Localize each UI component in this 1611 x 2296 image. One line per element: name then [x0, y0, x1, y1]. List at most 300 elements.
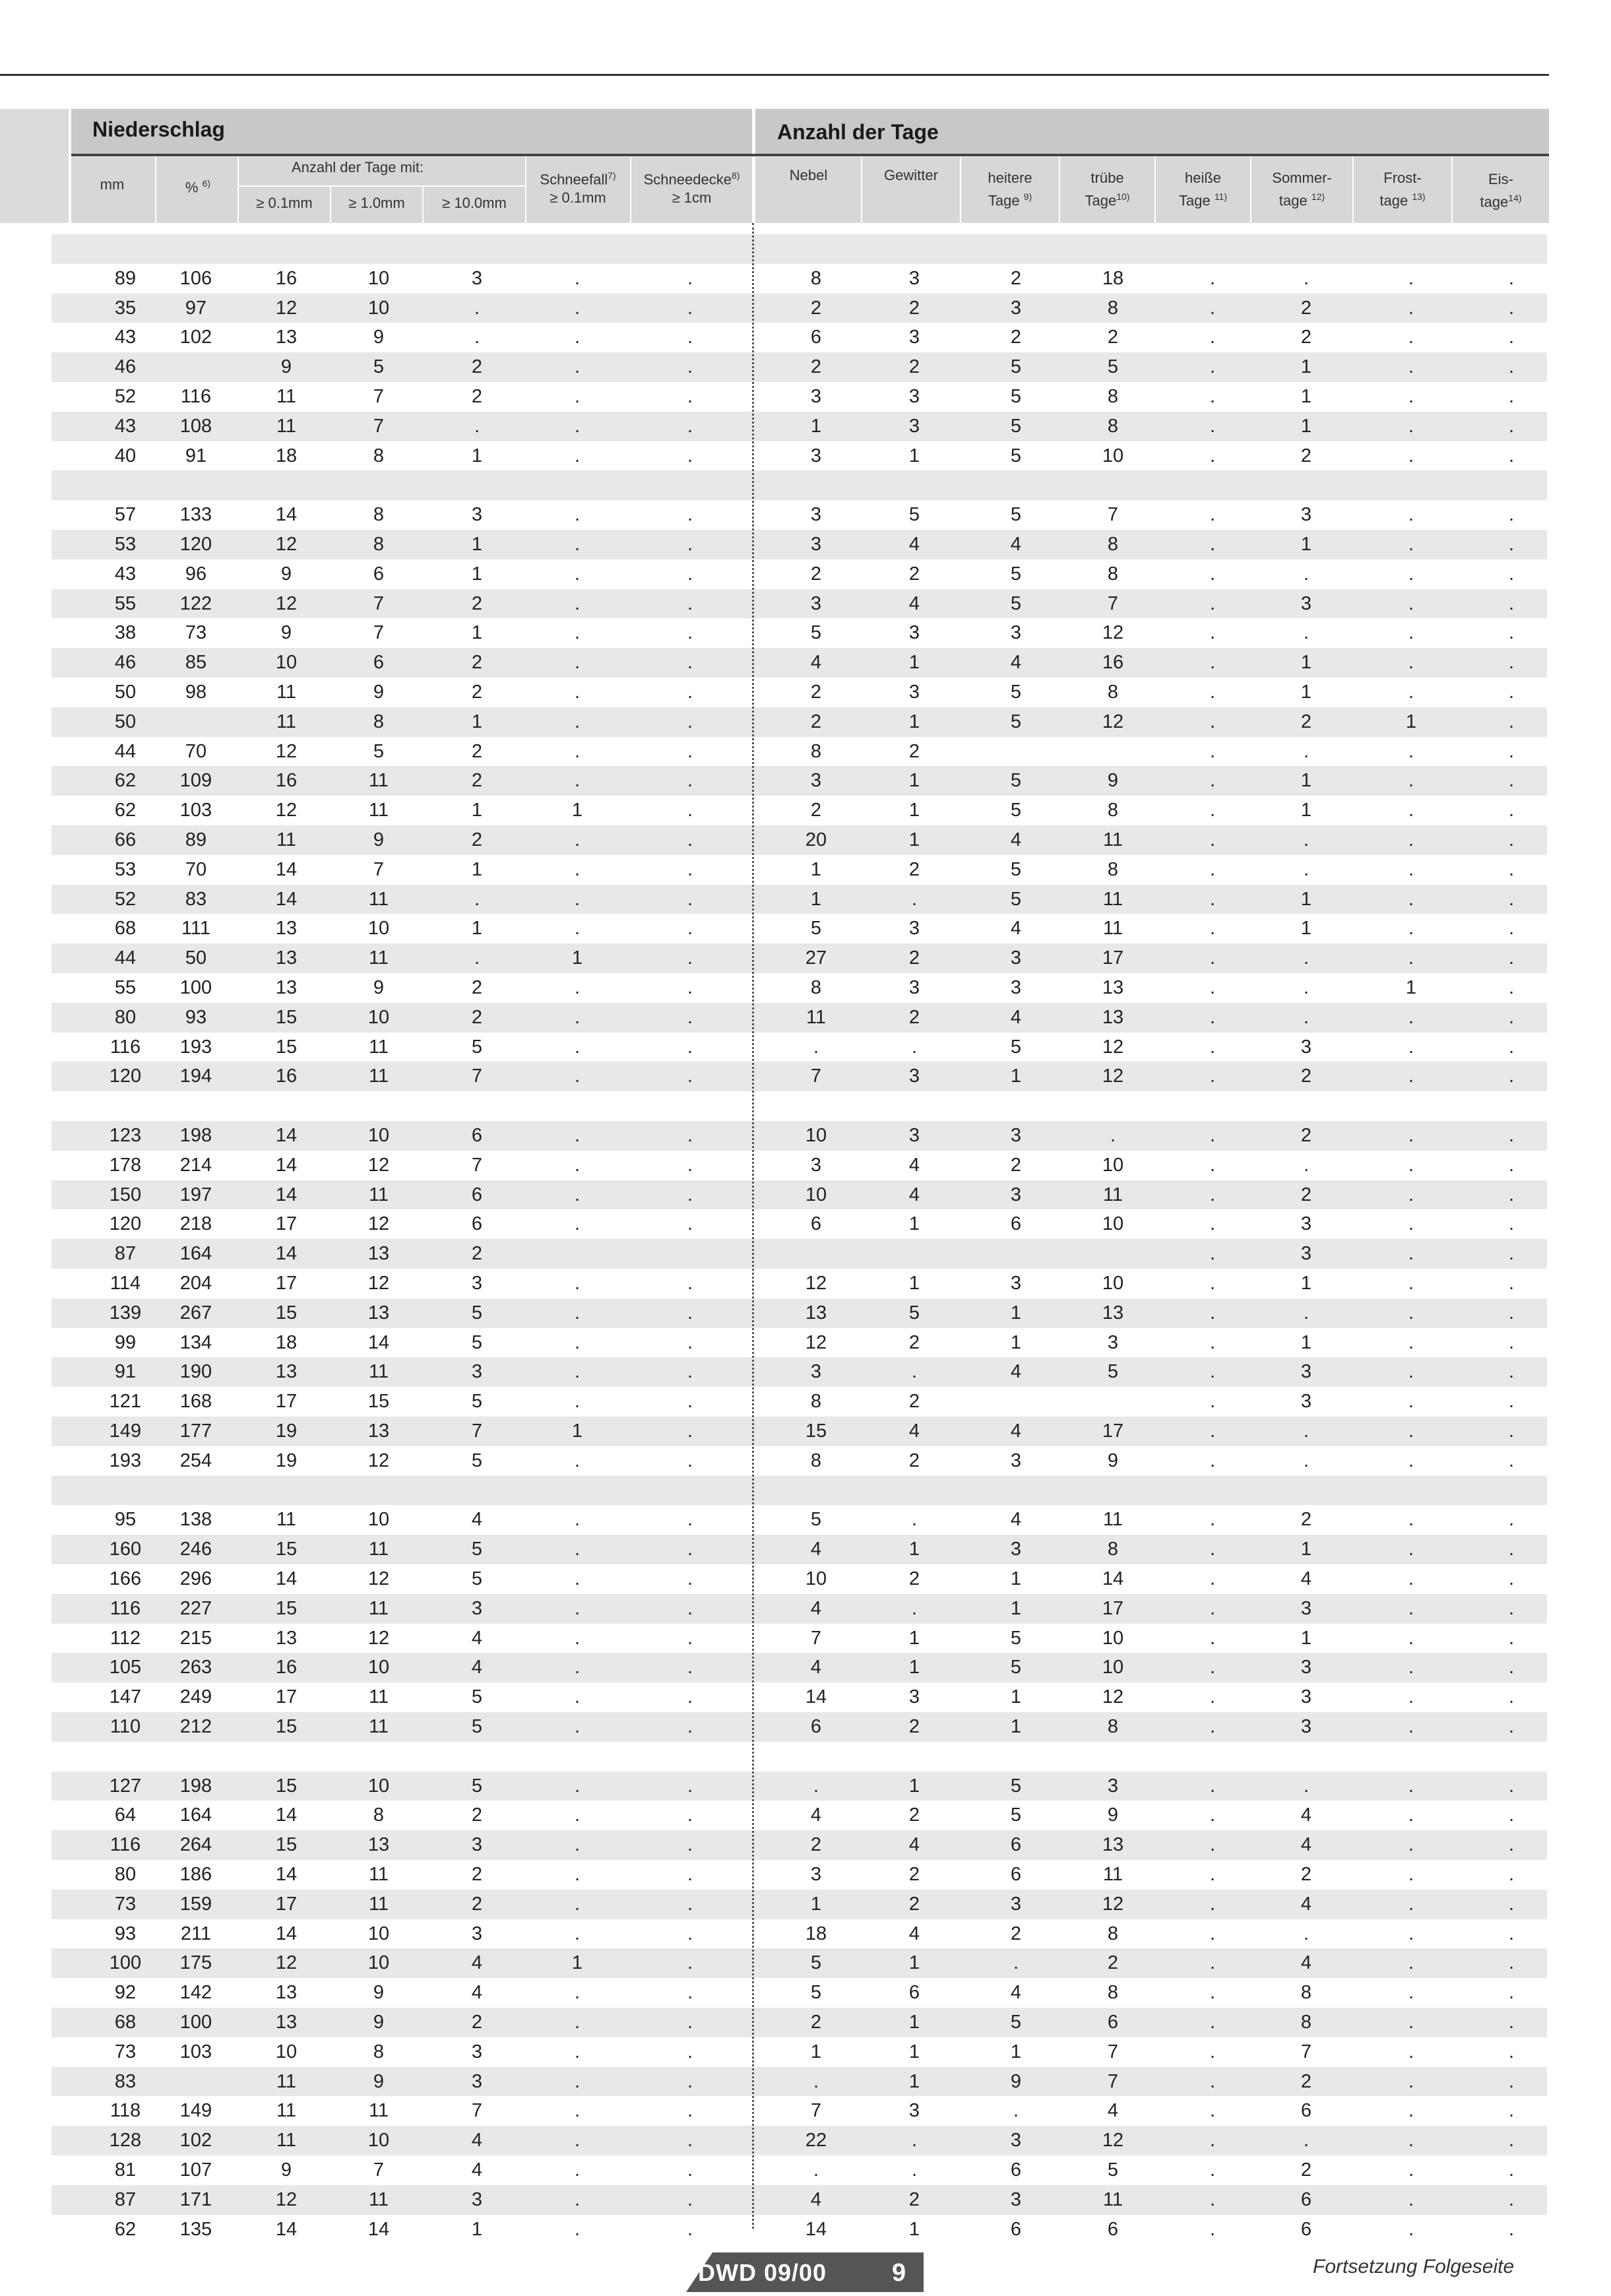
table-row	[51, 1121, 1547, 1151]
table-cell: .	[1303, 740, 1310, 762]
table-cell: 1	[1300, 386, 1312, 407]
table-cell: 1	[571, 1952, 583, 1974]
table-cell: 3	[471, 2070, 483, 2092]
table-row	[51, 1239, 1547, 1269]
table-cell: .	[574, 1568, 581, 1589]
table-cell: .	[687, 1331, 693, 1353]
table-cell: 70	[185, 858, 207, 880]
table-cell: .	[574, 1627, 581, 1649]
table-cell: .	[1408, 1923, 1414, 1944]
table-row	[51, 589, 1547, 619]
table-cell: 13	[275, 1361, 298, 1383]
table-cell: .	[574, 386, 581, 407]
table-cell: 14	[275, 1864, 298, 1885]
table-cell: .	[1209, 1804, 1216, 1826]
table-cell: .	[1209, 740, 1216, 762]
table-cell: 8	[1107, 800, 1119, 821]
table-cell: .	[574, 1006, 581, 1028]
table-cell: 2	[810, 1834, 822, 1856]
table-cell: .	[1508, 1864, 1515, 1885]
table-cell: 2	[908, 1864, 920, 1885]
table-row	[51, 294, 1547, 323]
table-cell: 12	[275, 740, 298, 762]
table-row	[51, 1417, 1547, 1446]
table-cell: 3	[1300, 1213, 1312, 1235]
table-cell: .	[1209, 711, 1216, 732]
table-cell: 2	[908, 356, 920, 378]
table-cell: 46	[114, 652, 137, 674]
table-cell: 2	[1010, 1154, 1022, 1176]
table-row	[51, 1948, 1547, 1978]
table-cell: 11	[368, 1864, 389, 1885]
table-cell: 2	[908, 1391, 920, 1413]
table-cell: 9	[1107, 1450, 1119, 1471]
table-cell: 11	[368, 947, 389, 969]
table-cell: 120	[179, 534, 212, 555]
table-cell: 4	[1010, 1420, 1022, 1442]
table-cell: 12	[1102, 1066, 1124, 1087]
table-cell: .	[1209, 445, 1216, 466]
table-cell: 14	[1102, 1568, 1124, 1589]
table-cell: 11	[368, 1893, 389, 1915]
table-cell: .	[1508, 858, 1515, 880]
table-cell: 10	[367, 297, 390, 319]
table-cell: 8	[810, 977, 822, 998]
table-cell: 3	[908, 977, 920, 998]
table-cell: 16	[275, 770, 298, 792]
table-cell: .	[1209, 1213, 1216, 1235]
table-cell: .	[1408, 297, 1414, 319]
table-cell: 1	[908, 829, 920, 850]
table-cell: .	[1508, 267, 1515, 289]
table-cell: .	[1209, 1775, 1216, 1797]
table-cell: .	[1508, 1716, 1515, 1737]
table-cell: 8	[1107, 297, 1119, 319]
table-cell: 15	[275, 1834, 298, 1856]
table-cell: .	[1508, 622, 1515, 644]
table-cell: 8	[810, 267, 822, 289]
table-cell: 14	[275, 1804, 298, 1826]
col-header-mm: mm	[100, 176, 125, 193]
table-cell: 3	[1300, 1361, 1312, 1383]
table-row	[51, 1269, 1547, 1298]
table-cell: 17	[1102, 947, 1124, 969]
table-cell: .	[911, 2159, 918, 2181]
table-row	[51, 1328, 1547, 1358]
table-cell: 14	[275, 1923, 298, 1944]
table-cell: 2	[471, 682, 483, 703]
table-cell: .	[574, 1509, 581, 1531]
table-cell: 3	[471, 267, 483, 289]
table-cell: 2	[908, 1331, 920, 1353]
table-cell: .	[687, 1952, 693, 1974]
table-cell: 4	[810, 652, 822, 674]
table-cell: 5	[810, 1952, 822, 1974]
table-cell: .	[1209, 1893, 1216, 1915]
table-cell: .	[1408, 622, 1414, 644]
table-cell: 87	[114, 2188, 137, 2210]
table-cell: .	[1209, 1184, 1216, 1205]
table-row	[51, 885, 1547, 914]
table-row	[51, 1919, 1547, 1949]
table-cell: 1	[1010, 1686, 1022, 1708]
table-cell: 7	[373, 858, 385, 880]
table-cell: 5	[1107, 1361, 1119, 1383]
table-cell: 10	[805, 1184, 827, 1205]
table-cell: .	[1508, 327, 1515, 348]
table-cell: .	[1408, 1450, 1414, 1471]
table-cell: 2	[1300, 1125, 1312, 1146]
table-cell: 14	[367, 1331, 390, 1353]
table-cell: .	[1508, 1834, 1515, 1856]
table-cell: 5	[471, 1568, 483, 1589]
table-cell: 5	[1010, 1804, 1022, 1826]
table-cell: 3	[908, 386, 920, 407]
table-cell: 3	[810, 386, 822, 407]
table-cell: 6	[471, 1125, 483, 1146]
table-cell: 7	[1107, 2070, 1119, 2092]
table-cell: 15	[275, 1006, 298, 1028]
table-cell: 3	[471, 1361, 483, 1383]
table-cell: .	[1508, 770, 1515, 792]
table-cell: 2	[1010, 1923, 1022, 1944]
table-cell: 6	[1010, 1213, 1022, 1235]
table-cell: .	[574, 592, 581, 614]
table-cell: .	[1209, 386, 1216, 407]
table-cell: 9	[280, 356, 292, 378]
table-cell: 3	[1300, 1597, 1312, 1619]
table-cell: 1	[1300, 356, 1312, 378]
table-cell: 1	[908, 1627, 920, 1649]
table-cell: 18	[275, 1331, 298, 1353]
table-cell: 6	[810, 1213, 822, 1235]
table-row	[51, 2126, 1547, 2155]
table-cell: .	[1209, 1273, 1216, 1294]
table-cell: 249	[179, 1686, 212, 1708]
table-cell: .	[687, 682, 693, 703]
table-cell: .	[1110, 1125, 1116, 1146]
table-cell: 11	[276, 386, 297, 407]
table-cell: 133	[179, 504, 212, 526]
table-cell: 3	[1010, 622, 1022, 644]
table-cell: 9	[373, 2012, 385, 2033]
table-cell: 1	[908, 1657, 920, 1678]
col-header-ge10: ≥ 1.0mm	[348, 195, 405, 211]
table-row	[51, 1890, 1547, 1919]
table-cell: 92	[114, 1982, 137, 2004]
table-row	[51, 559, 1547, 589]
table-cell: 103	[179, 800, 212, 821]
table-cell: 3	[1300, 592, 1312, 614]
table-cell: .	[574, 711, 581, 732]
table-cell: 166	[109, 1568, 142, 1589]
table-cell: .	[574, 770, 581, 792]
table-cell: 100	[179, 977, 212, 998]
table-cell: 8	[1107, 858, 1119, 880]
table-cell: 17	[275, 1391, 298, 1413]
table-cell: 149	[109, 1420, 142, 1442]
table-cell: 107	[179, 2159, 212, 2181]
table-row	[51, 766, 1547, 796]
table-cell: .	[687, 356, 693, 378]
table-cell: .	[1209, 1864, 1216, 1885]
table-row	[51, 1357, 1547, 1387]
table-cell: 5	[1010, 1036, 1022, 1058]
table-cell: 3	[810, 504, 822, 526]
table-cell: 2	[1107, 1952, 1119, 1974]
table-cell: 2	[1300, 1864, 1312, 1885]
table-cell: 13	[1102, 1006, 1124, 1028]
table-cell: 1	[1405, 977, 1417, 998]
table-cell: .	[1408, 1686, 1414, 1708]
table-row	[51, 1535, 1547, 1564]
table-cell: .	[687, 1509, 693, 1531]
table-cell: 53	[114, 858, 137, 880]
table-cell: 4	[810, 1597, 822, 1619]
table-cell: 55	[114, 592, 137, 614]
table-cell: .	[1508, 356, 1515, 378]
table-row	[51, 1594, 1547, 1624]
table-cell: 6	[1010, 1864, 1022, 1885]
table-cell: 5	[373, 356, 385, 378]
table-row	[51, 2008, 1547, 2037]
table-cell: .	[574, 1450, 581, 1471]
table-cell: 2	[471, 1893, 483, 1915]
table-cell: 13	[275, 2012, 298, 2033]
table-cell: 1	[1300, 682, 1312, 703]
table-row	[51, 1003, 1547, 1033]
table-cell: 2	[471, 1243, 483, 1265]
table-cell: 35	[114, 297, 137, 319]
table-separator-row	[51, 1742, 1547, 1771]
table-cell: 2	[1300, 711, 1312, 732]
table-cell: 8	[373, 445, 385, 466]
table-cell: 11	[276, 682, 297, 703]
table-cell: 3	[1010, 1273, 1022, 1294]
table-cell: 4	[810, 1539, 822, 1560]
table-cell: .	[1408, 504, 1414, 526]
table-cell: 17	[1102, 1420, 1124, 1442]
table-cell: 8	[1107, 386, 1119, 407]
table-cell: .	[1408, 1243, 1414, 1265]
table-cell: 6	[1010, 2159, 1022, 2181]
table-cell: 2	[810, 297, 822, 319]
table-row	[51, 382, 1547, 412]
table-cell: .	[687, 415, 693, 437]
table-cell: .	[1508, 888, 1515, 910]
table-cell: 62	[114, 770, 137, 792]
table-cell: 1	[471, 622, 483, 644]
table-row	[51, 1712, 1547, 1742]
table-cell: 118	[110, 2100, 141, 2122]
table-cell: 3	[1010, 1893, 1022, 1915]
table-cell: 4	[471, 1952, 483, 1974]
table-cell: 87	[114, 1243, 137, 1265]
table-cell: .	[1209, 1361, 1216, 1383]
table-cell: .	[1408, 918, 1414, 940]
table-cell: .	[574, 1716, 581, 1737]
table-cell: 13	[1102, 1834, 1124, 1856]
table-cell: .	[687, 1923, 693, 1944]
table-cell: .	[687, 2100, 693, 2122]
table-cell: .	[1408, 1597, 1414, 1619]
table-cell: 10	[367, 918, 390, 940]
table-cell: 22	[805, 2130, 827, 2152]
table-cell: 44	[114, 740, 137, 762]
table-cell: .	[1508, 711, 1515, 732]
table-cell: 263	[179, 1657, 212, 1678]
table-cell: 10	[805, 1125, 827, 1146]
table-cell: 1	[571, 1420, 583, 1442]
table-cell: .	[474, 947, 480, 969]
table-cell: .	[1209, 1539, 1216, 1560]
table-row	[51, 1978, 1547, 2008]
table-row	[51, 1446, 1547, 1476]
table-cell: 7	[471, 1420, 483, 1442]
table-cell: 3	[810, 445, 822, 466]
table-cell: 10	[367, 1923, 390, 1944]
table-cell: .	[687, 1361, 693, 1383]
table-cell: 10	[1102, 1154, 1124, 1176]
table-cell: 3	[1300, 1657, 1312, 1678]
table-cell: 73	[114, 1893, 137, 1915]
table-cell: 6	[810, 1716, 822, 1737]
table-cell: 3	[1010, 1125, 1022, 1146]
table-cell: 12	[275, 534, 298, 555]
table-cell: .	[1508, 1213, 1515, 1235]
table-cell: .	[574, 682, 581, 703]
table-cell: .	[1303, 1154, 1310, 1176]
table-cell: 116	[110, 1597, 141, 1619]
table-row	[51, 323, 1547, 352]
table-cell: .	[911, 1361, 918, 1383]
table-row	[51, 2096, 1547, 2126]
table-cell: .	[574, 1125, 581, 1146]
table-cell: 1	[908, 652, 920, 674]
table-cell: .	[1508, 534, 1515, 555]
table-cell: 5	[1010, 2012, 1022, 2033]
table-cell: .	[1209, 504, 1216, 526]
table-cell: 99	[114, 1331, 137, 1353]
table-cell: 3	[1010, 1184, 1022, 1205]
table-cell: 3	[1010, 297, 1022, 319]
table-cell: 2	[810, 563, 822, 585]
table-cell: 3	[908, 1125, 920, 1146]
table-cell: .	[687, 2041, 693, 2062]
table-cell: .	[574, 267, 581, 289]
table-cell: 1	[908, 2070, 920, 2092]
table-cell: 68	[114, 918, 137, 940]
table-cell: 14	[275, 1243, 298, 1265]
table-cell: 186	[179, 1864, 212, 1885]
table-cell: .	[687, 1450, 693, 1471]
table-cell: .	[1408, 1420, 1414, 1442]
table-cell: 4	[471, 1509, 483, 1531]
table-cell: 11	[276, 2100, 297, 2122]
table-cell: 13	[275, 1982, 298, 2004]
table-cell: 16	[275, 1657, 298, 1678]
table-cell: 4	[1300, 1834, 1312, 1856]
table-cell: .	[1408, 858, 1414, 880]
table-cell: 159	[179, 1893, 212, 1915]
table-cell: .	[1408, 1302, 1414, 1323]
table-cell: 4	[1010, 652, 1022, 674]
table-cell: .	[1209, 1627, 1216, 1649]
table-cell: .	[687, 267, 693, 289]
table-cell: 11	[276, 2070, 297, 2092]
table-cell: 43	[114, 563, 137, 585]
table-cell: .	[1209, 1450, 1216, 1471]
table-row	[51, 2155, 1547, 2185]
table-row	[51, 914, 1547, 943]
table-cell: .	[1508, 1657, 1515, 1678]
table-row	[51, 618, 1547, 648]
table-cell: .	[813, 1775, 819, 1797]
table-cell: 1	[908, 1273, 920, 1294]
table-cell: 296	[179, 1568, 212, 1589]
table-cell: 13	[275, 947, 298, 969]
table-cell: .	[1209, 1125, 1216, 1146]
table-cell: .	[1508, 1036, 1515, 1058]
table-cell: .	[687, 592, 693, 614]
table-cell: .	[1508, 1361, 1515, 1383]
table-cell: 50	[114, 711, 137, 732]
table-cell: 127	[109, 1775, 142, 1797]
table-cell: 120	[109, 1066, 142, 1087]
table-cell: .	[687, 504, 693, 526]
table-cell: 8	[1107, 563, 1119, 585]
table-cell: 177	[179, 1420, 212, 1442]
table-cell: .	[1209, 327, 1216, 348]
table-cell: 5	[810, 918, 822, 940]
table-cell: .	[687, 2012, 693, 2033]
table-cell: .	[687, 1036, 693, 1058]
table-cell: 93	[185, 1006, 207, 1028]
table-cell: .	[1408, 1213, 1414, 1235]
col-header-sommertage: Sommer- tage $^{12)}$	[1272, 170, 1332, 209]
table-cell: 4	[1010, 534, 1022, 555]
table-cell: 112	[110, 1627, 141, 1649]
table-cell: .	[687, 918, 693, 940]
table-cell: 3	[471, 1273, 483, 1294]
table-cell: 1	[1010, 2041, 1022, 2062]
table-cell: 2	[1300, 1509, 1312, 1531]
table-cell: .	[1303, 1420, 1310, 1442]
table-cell: .	[574, 504, 581, 526]
table-cell: 193	[109, 1450, 142, 1471]
table-cell: 1	[471, 534, 483, 555]
table-cell: .	[1303, 622, 1310, 644]
table-cell: .	[1209, 977, 1216, 998]
col-header-ge01: ≥ 0.1mm	[256, 195, 313, 211]
table-cell: 6	[1010, 2218, 1022, 2240]
table-cell: 6	[1300, 2188, 1312, 2210]
table-cell: 5	[471, 1450, 483, 1471]
table-cell: 4	[908, 1420, 920, 1442]
table-cell: 4	[471, 1657, 483, 1678]
table-cell: 2	[1010, 327, 1022, 348]
table-cell: 9	[1010, 2070, 1022, 2092]
table-cell: .	[574, 1539, 581, 1560]
table-cell: 12	[805, 1331, 827, 1353]
table-cell: 2	[1107, 327, 1119, 348]
table-cell: .	[574, 563, 581, 585]
table-cell: 8	[1300, 2012, 1312, 2033]
table-cell: .	[1408, 2041, 1414, 2062]
table-cell: 139	[109, 1302, 142, 1323]
table-cell: 2	[810, 800, 822, 821]
table-cell: .	[574, 297, 581, 319]
